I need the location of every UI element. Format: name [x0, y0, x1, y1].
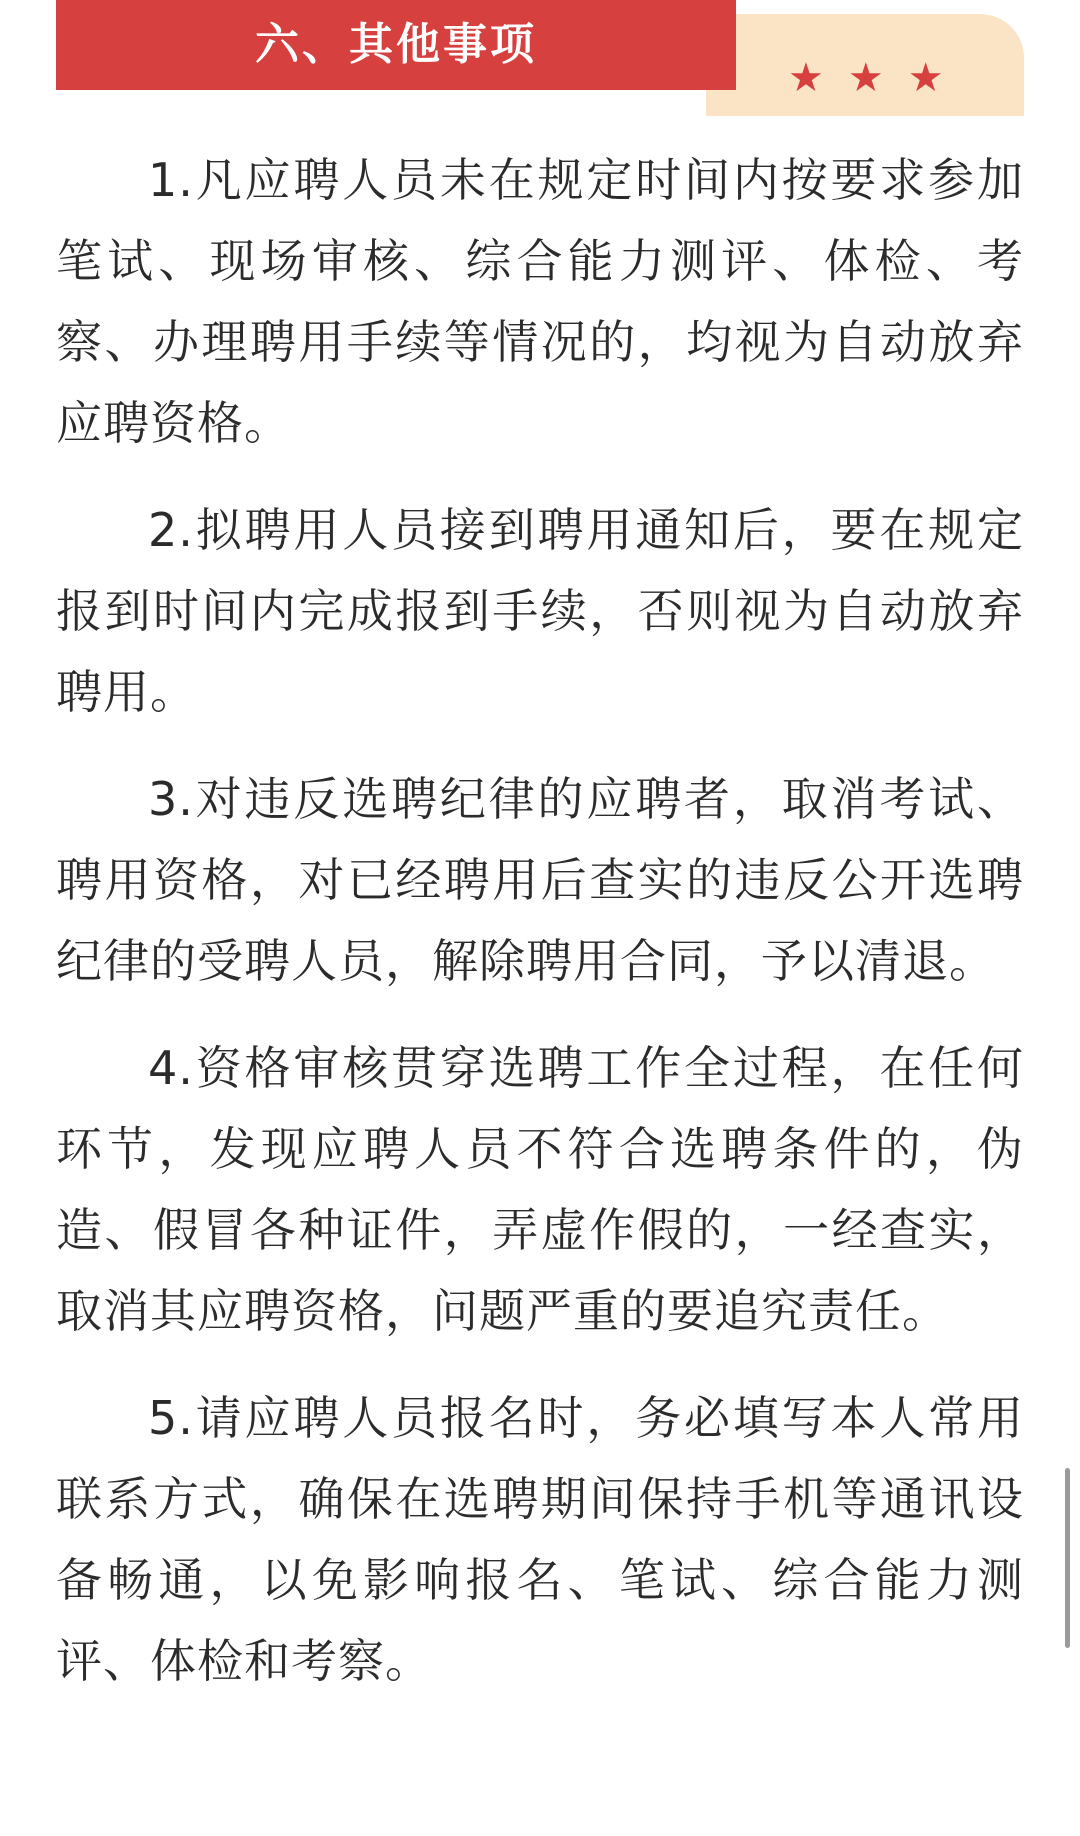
- header-star-tab: [706, 14, 1024, 116]
- star-icon: ★: [847, 55, 884, 101]
- section-title: 六、其他事项: [255, 19, 537, 70]
- star-rating: [706, 14, 1024, 116]
- paragraph-1: 1.凡应聘人员未在规定时间内按要求参加笔试、现场审核、综合能力测评、体检、考察、办理聘用手续等情况的，均视为自动放弃应聘资格。: [56, 153, 1024, 450]
- article-body: [56, 140, 1024, 1728]
- paragraph-2: 2.拟聘用人员接到聘用通知后，要在规定报到时间内完成报到手续，否则视为自动放弃聘用。: [56, 503, 1024, 719]
- paragraph-3: 3.对违反选聘纪律的应聘者，取消考试、聘用资格，对已经聘用后查实的违反公开选聘纪律的受聘人员，解除聘用合同，予以清退。: [56, 772, 1024, 988]
- paragraph-4: 4.资格审核贯穿选聘工作全过程，在任何环节，发现应聘人员不符合选聘条件的，伪造、假冒各种证件，弄虚作假的，一经查实，取消其应聘资格，问题严重的要追究责任。: [56, 1041, 1024, 1338]
- paragraph-5: 5.请应聘人员报名时，务必填写本人常用联系方式，确保在选聘期间保持手机等通讯设备畅通，以免影响报名、笔试、综合能力测评、体检和考察。: [56, 1391, 1024, 1688]
- section-header: [0, 0, 1080, 120]
- star-icon: ★: [907, 55, 944, 101]
- scrollbar-thumb[interactable]: [1065, 1468, 1070, 1648]
- star-icon: ★: [788, 55, 824, 101]
